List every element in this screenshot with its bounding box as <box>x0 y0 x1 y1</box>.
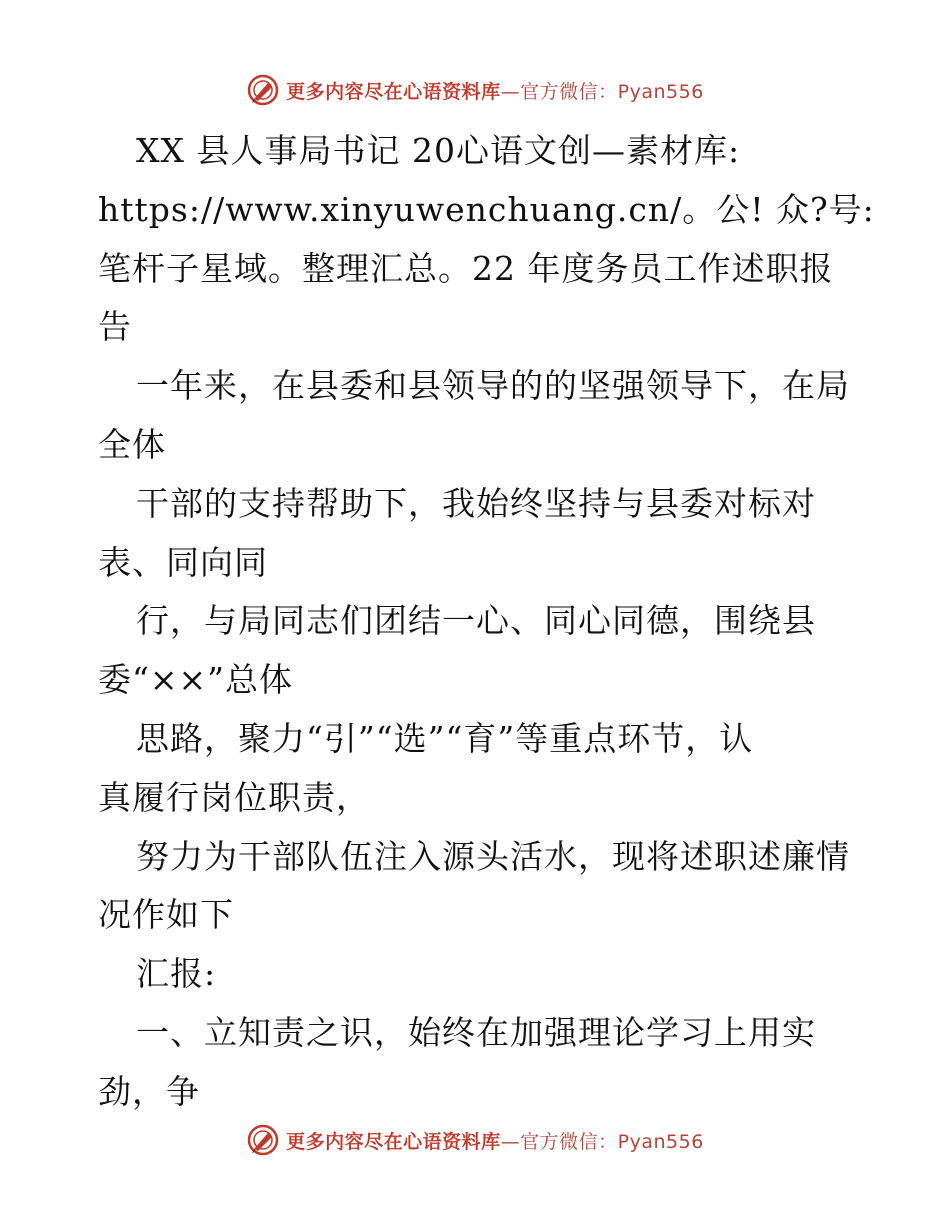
text-line: 委“××”总体 <box>98 660 294 700</box>
text-line: 思路，聚力“引”“选”“育”等重点环节，认 <box>136 718 754 758</box>
text-line: 一、立知责之识，始终在加强理论学习上用实 <box>136 1012 816 1052</box>
pen-logo-icon <box>246 1123 280 1157</box>
text-line: 表、同向同 <box>98 542 268 582</box>
text-line: XX 县人事局书记 20心语文创—素材库: <box>136 131 741 170</box>
document-body <box>98 122 875 1122</box>
watermark-sub-text: —官方微信：Pyan556 <box>500 80 704 103</box>
text-line: 干部的支持帮助下，我始终坚持与县委对标对 <box>136 483 816 523</box>
text-line: 努力为干部队伍注入源头活水，现将述职述廉情 <box>136 836 850 876</box>
text-line: 笔杆子星域。整理汇总。22 年度务员工作述职报 <box>98 248 834 288</box>
watermark-sub-text: —官方微信：Pyan556 <box>500 1130 704 1153</box>
text-line: 全体 <box>98 424 166 464</box>
text-line: 告 <box>98 307 132 347</box>
text-line: 一年来，在县委和县领导的的坚强领导下，在局 <box>136 366 850 406</box>
watermark-main-text: 更多内容尽在心语资料库 <box>286 80 501 103</box>
watermark-text <box>286 1127 704 1154</box>
footer-watermark-banner <box>0 1120 950 1160</box>
text-line: 真履行岗位职责， <box>98 777 370 817</box>
watermark-text <box>286 77 704 104</box>
text-line: https://www.xinyuwenchuang.cn/。公! 众?号: <box>98 189 875 229</box>
watermark-main-text: 更多内容尽在心语资料库 <box>286 1130 501 1153</box>
pen-logo-icon <box>246 73 280 107</box>
text-line: 行，与局同志们团结一心、同心同德，围绕县 <box>136 601 816 641</box>
header-watermark-banner <box>0 70 950 110</box>
text-line: 汇报: <box>136 954 217 994</box>
text-line: 况作如下 <box>98 895 234 935</box>
text-line: 劲，争 <box>98 1071 200 1111</box>
